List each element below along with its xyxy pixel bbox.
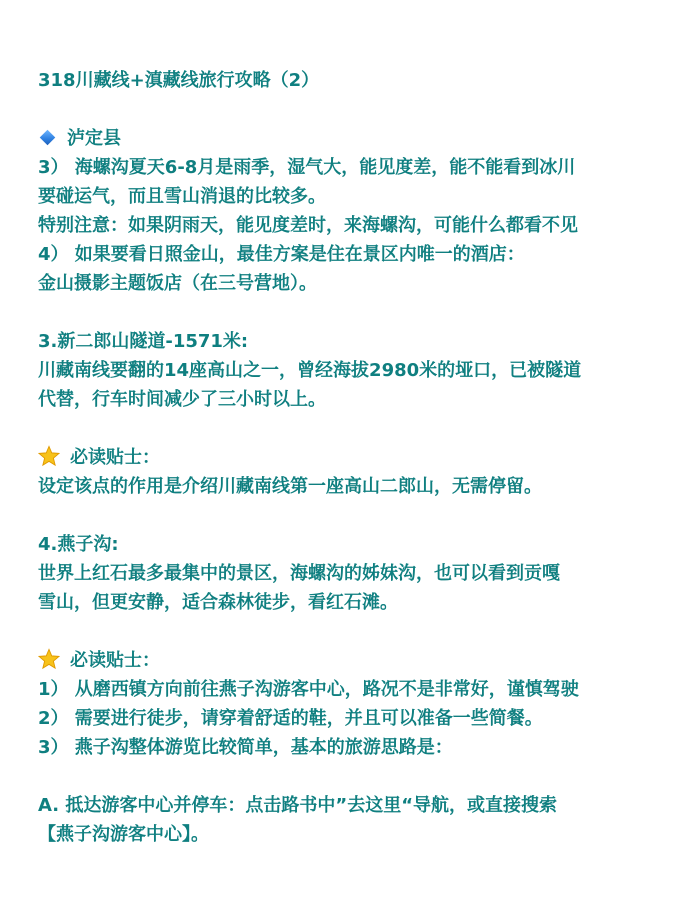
article-body (38, 66, 658, 849)
section-heading-yanzigou: 4.燕子沟: (38, 534, 119, 555)
luding-item4-line2: 金山摄影主题饭店（在三号营地）。 (38, 273, 317, 294)
article-title: 318川藏线+滇藏线旅行攻略（2） (38, 70, 320, 91)
spacer (38, 501, 658, 530)
spacer (38, 298, 658, 327)
tips2-stepA-line2: 【燕子沟游客中心】。 (38, 824, 209, 845)
section-heading-tunnel: 3.新二郎山隧道-1571米: (38, 331, 249, 352)
tips2-item3: 3） 燕子沟整体游览比较简单，基本的旅游思路是： (38, 737, 453, 758)
spacer (38, 762, 658, 791)
section-heading-text: 泸定县 (67, 128, 121, 149)
luding-item3-line2: 要碰运气，而且雪山消退的比较多。 (38, 186, 326, 207)
luding-item3-line1: 3） 海螺沟夏天6-8月是雨季，湿气大，能见度差，能不能看到冰川 (38, 157, 576, 178)
tips2-stepA-line1: A. 抵达游客中心并停车：点击路书中”去这里“导航，或直接搜索 (38, 795, 558, 816)
tips1-heading-text: 必读贴士： (70, 447, 160, 468)
tips2-heading-text: 必读贴士： (70, 650, 160, 671)
luding-item4-line1: 4） 如果要看日照金山，最佳方案是住在景区内唯一的酒店： (38, 244, 525, 265)
blue-diamond-icon (40, 129, 56, 145)
tips1-line1: 设定该点的作用是介绍川藏南线第一座高山二郎山，无需停留。 (38, 476, 542, 497)
luding-note: 特别注意：如果阴雨天，能见度差时，来海螺沟，可能什么都看不见 (38, 215, 578, 236)
spacer (38, 95, 658, 124)
star-icon (38, 648, 60, 670)
tips2-item2: 2） 需要进行徒步，请穿着舒适的鞋，并且可以准备一些简餐。 (38, 708, 543, 729)
star-icon (38, 445, 60, 467)
tips1-heading (38, 443, 658, 472)
tips2-heading (38, 646, 658, 675)
spacer (38, 414, 658, 443)
section-heading-luding (38, 124, 658, 153)
tunnel-line1: 川藏南线要翻的14座高山之一，曾经海拔2980米的垭口，已被隧道 (38, 360, 582, 381)
tunnel-line2: 代替，行车时间减少了三小时以上。 (38, 389, 326, 410)
yanzigou-line1: 世界上红石最多最集中的景区，海螺沟的姊妹沟，也可以看到贡嘎 (38, 563, 560, 584)
yanzigou-line2: 雪山，但更安静，适合森林徒步，看红石滩。 (38, 592, 398, 613)
tips2-item1: 1） 从磨西镇方向前往燕子沟游客中心，路况不是非常好，谨慎驾驶 (38, 679, 579, 700)
spacer (38, 617, 658, 646)
